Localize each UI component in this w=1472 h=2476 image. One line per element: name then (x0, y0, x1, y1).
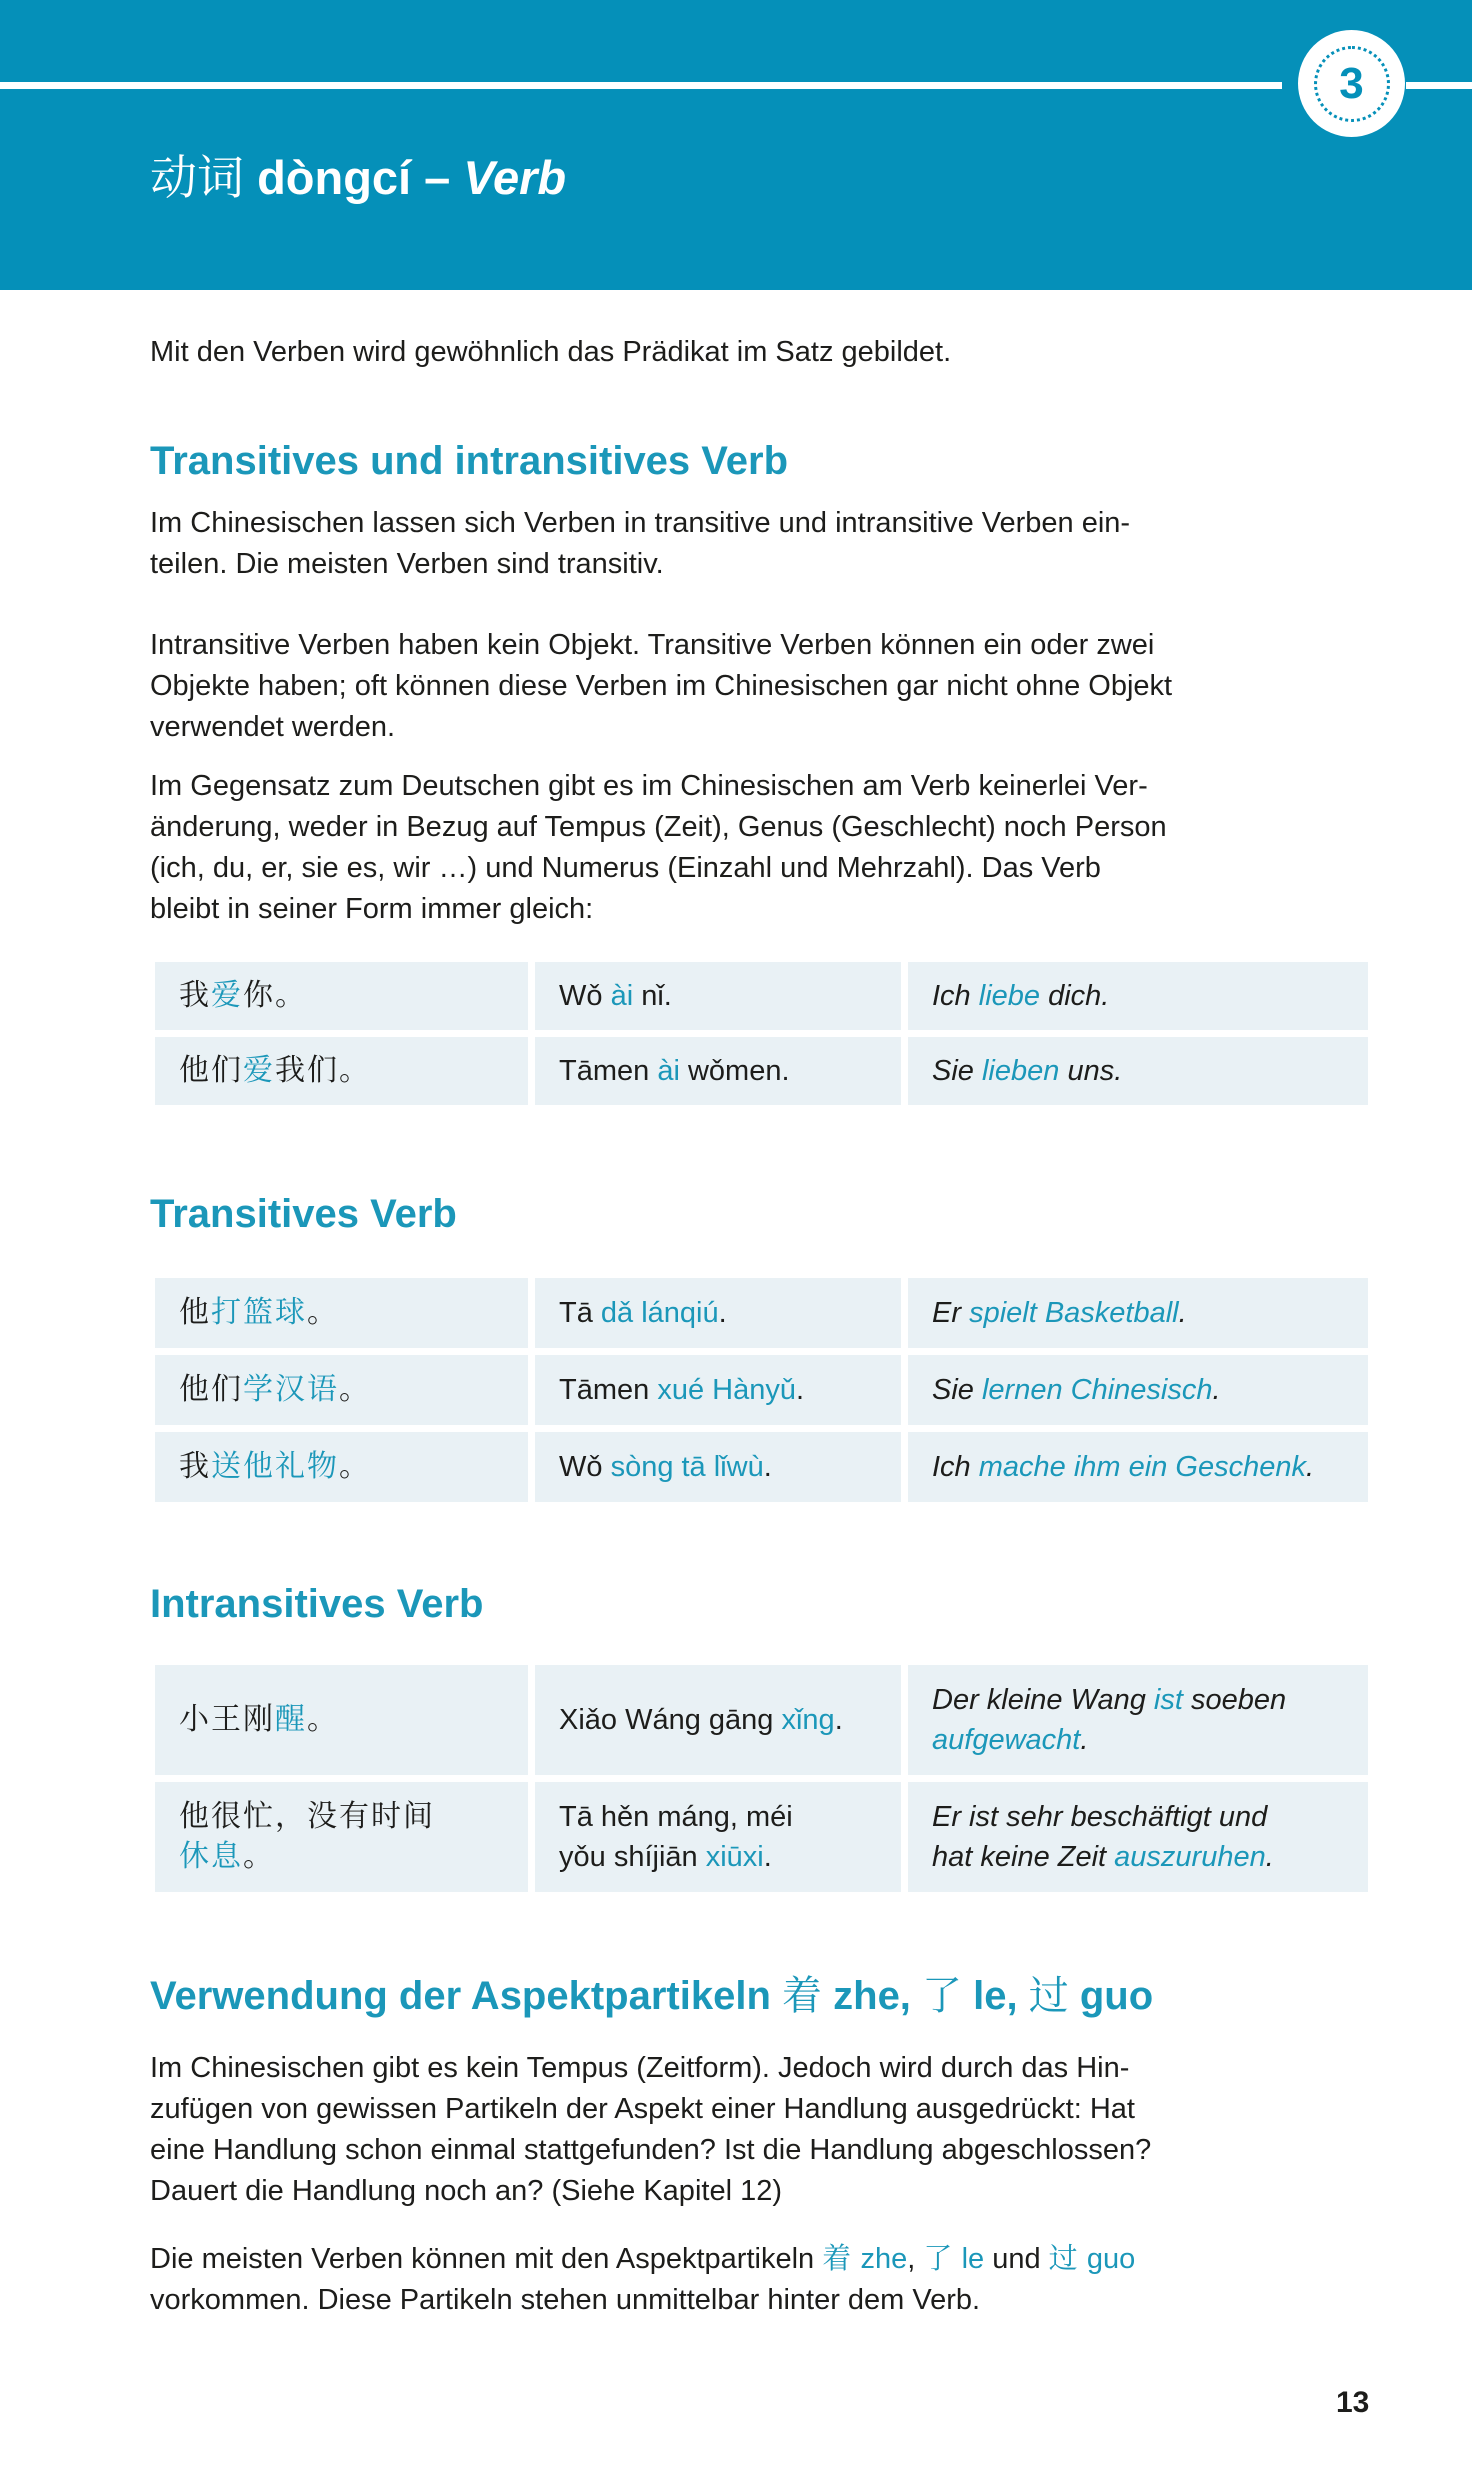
page-title (150, 150, 566, 207)
pinyin-cell: Tāmen xué Hànyǔ. (535, 1355, 901, 1425)
section-heading-aspektpartikeln: Verwendung der Aspektpartikeln 着 zhe, 了 le, 过 guo (150, 1973, 1154, 2019)
pinyin-cell: Wǒ ài nǐ. (535, 962, 901, 1030)
table-row (155, 1665, 1368, 1775)
title-german: Verb (463, 151, 567, 204)
page-number: 13 (1336, 2386, 1370, 2419)
pinyin-cell: Tā hěn máng, méi yǒu shíjiān xiūxi. (535, 1782, 901, 1892)
title-pinyin: dòngcí – (257, 151, 451, 204)
dotted-ring-icon (1314, 46, 1390, 122)
table-row (155, 962, 1368, 1030)
chapter-number: 3 (1339, 58, 1364, 108)
example-table-verb-form (155, 962, 1368, 1105)
paragraph-tempus: Im Chinesischen gibt es kein Tempus (Zeitform). Jedoch wird durch das Hin- zufügen von gewissen Partikeln der Aspekt einer Handlung ausgedrückt: Hat eine Handlung schon einmal stattgefunden? Ist die Handlung abgeschlossen? Dauert die Handlung noch an? (Siehe Kapitel 12) (150, 2052, 1152, 2207)
german-cell: Er spielt Basketball. (908, 1278, 1368, 1348)
chinese-cell: 他们学汉语。 (155, 1355, 528, 1425)
intro-paragraph: Mit den Verben wird gewöhnlich das Prädikat im Satz gebildet. (150, 336, 952, 368)
pinyin-cell: Tāmen ài wǒmen. (535, 1037, 901, 1105)
chinese-cell: 他很忙，没有时间 休息。 (155, 1782, 528, 1892)
chapter-header (0, 0, 1472, 290)
header-rule-left (0, 82, 1282, 89)
table-row (155, 1278, 1368, 1348)
section-heading-transitive-intransitive: Transitives und intransitives Verb (150, 439, 789, 483)
paragraph-einteilung: Im Chinesischen lassen sich Verben in transitive und intransitive Verben ein- teilen. Die meisten Verben sind transitiv. (150, 507, 1131, 580)
chinese-cell: 他们爱我们。 (155, 1037, 528, 1105)
german-cell: Er ist sehr beschäftigt und hat keine Zeit auszuruhen. (908, 1782, 1368, 1892)
table-row (155, 1782, 1368, 1892)
pinyin-cell: Xiǎo Wáng gāng xǐng. (535, 1665, 901, 1775)
chinese-cell: 我爱你。 (155, 962, 528, 1030)
example-table-transitive (155, 1278, 1368, 1502)
paragraph-partikeln-position: Die meisten Verben können mit den Aspektpartikeln 着 zhe, 了 le und 过 guo vorkommen. Diese Partikeln stehen unmittelbar hinter dem Verb. (150, 2241, 1136, 2316)
chinese-cell: 我送他礼物。 (155, 1432, 528, 1502)
header-rule-right (1406, 82, 1472, 89)
german-cell: Ich mache ihm ein Geschenk. (908, 1432, 1368, 1502)
german-cell: Ich liebe dich. (908, 962, 1368, 1030)
section-heading-transitives-verb: Transitives Verb (150, 1192, 457, 1236)
german-cell: Sie lernen Chinesisch. (908, 1355, 1368, 1425)
german-cell: Der kleine Wang ist soeben aufgewacht. (908, 1665, 1368, 1775)
paragraph-keine-veraenderung: Im Gegensatz zum Deutschen gibt es im Chinesischen am Verb keinerlei Ver- änderung, weder in Bezug auf Tempus (Zeit), Genus (Geschlecht) noch Person (ich, du, er, sie es, wir …) und Numerus (Einzahl und Mehrzahl). Das Verb bleibt in seiner Form immer gleich: (150, 770, 1167, 925)
pinyin-cell: Wǒ sòng tā lǐwù. (535, 1432, 901, 1502)
table-row (155, 1355, 1368, 1425)
example-table-intransitive (155, 1665, 1368, 1892)
chinese-cell: 他打篮球。 (155, 1278, 528, 1348)
section-heading-intransitives-verb: Intransitives Verb (150, 1582, 484, 1626)
title-chinese: 动词 (150, 151, 244, 206)
pinyin-cell: Tā dǎ lánqiú. (535, 1278, 901, 1348)
table-row (155, 1037, 1368, 1105)
german-cell: Sie lieben uns. (908, 1037, 1368, 1105)
chinese-cell: 小王刚醒。 (155, 1665, 528, 1775)
table-row (155, 1432, 1368, 1502)
paragraph-objekte: Intransitive Verben haben kein Objekt. Transitive Verben können ein oder zwei Objekte haben; oft können diese Verben im Chinesischen gar nicht ohne Objekt verwendet werden. (150, 629, 1173, 743)
chapter-number-badge (1298, 30, 1405, 137)
